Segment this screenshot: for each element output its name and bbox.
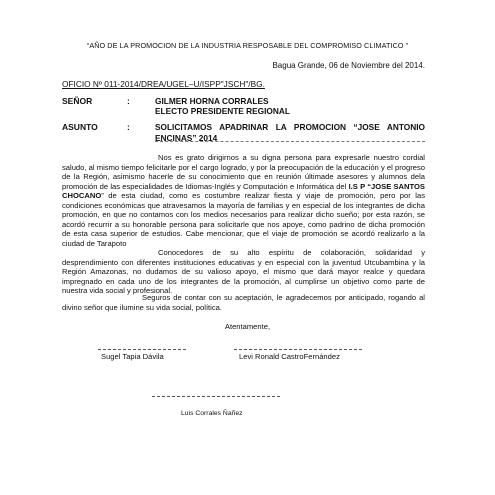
body-p1-start: Nos es grato dirigirnos a su digna persona para expresarle nuestro cordial saludo, al mismo tiempo felicitarle por el cargo logrado, y por la preocupación de la educación y el progreso de la Región, asimismo hacerle de su conocimiento que en reunión últimade asesores y alumnos dela promoción de las especialidades de Idiomas-Inglés y Computación e Informática del	[62, 153, 425, 191]
recipient-name: GILMER HORNA CORRALES	[155, 96, 269, 106]
body-paragraph-1	[62, 153, 425, 248]
body-p2-text: Conocedores de su alto espíritu de colaboración, solidaridad y desprendimiento con diferentes instituciones educativas y en especial con la juventud Utcubambina y la Región Amazonas, no dudamos de su valioso apoyo, el mismo que dará mayor realce y quedara impregnado en cada uno de los integrantes de la promoción, al cumplirse un objetivo como parte de nuestra vida social y profesional.	[62, 248, 425, 295]
subject-divider	[155, 141, 425, 142]
institute-name: I.S P “JOSE SANTOS CHOCANO	[62, 181, 425, 200]
header-motto: “AÑO DE LA PROMOCION DE LA INDUSTRIA RESPOSABLE DEL COMPROMISO CLIMATICO ”	[86, 41, 409, 50]
signature-name-3: Luis Corrales Ñañez	[181, 410, 243, 417]
asunto-text: SOLICITAMOS APADRINAR LA PROMOCION “JOSE ANTONIO ENCINAS” 2014	[155, 122, 425, 143]
signature-name-2: Levi Ronald CastroFernández	[239, 352, 340, 361]
body-paragraph-2	[62, 248, 425, 296]
signature-line-2	[234, 349, 362, 350]
asunto-colon: :	[127, 122, 130, 132]
oficio-reference: OFICIO Nº 011-2014/DREA/UGEL–U/ISPP"JSCH"/BG.	[62, 79, 265, 89]
body-p3-text: Seguros de contar con su aceptación, le agradecemos por anticipado, rogando al divino señor que ilumine su vida social, política.	[62, 293, 425, 312]
senor-label: SEÑOR	[62, 96, 93, 106]
senor-colon: :	[127, 96, 130, 106]
closing-text: Atentamente,	[224, 322, 271, 331]
signature-name-1: Sugel Tapia Dávila	[101, 352, 164, 361]
signature-line-3	[152, 396, 280, 397]
body-paragraph-3	[62, 293, 425, 312]
signature-line-1	[98, 349, 186, 350]
recipient-title: ELECTO PRESIDENTE REGIONAL	[155, 106, 290, 116]
place-date: Bagua Grande, 06 de Noviembre del 2014.	[272, 61, 425, 70]
body-p1-end: ” de esta ciudad, como es costumbre realizar fiesta y viaje de promoción, pero por las condiciones económicas que atravesamos la mayoría de familias y en especial de los integrantes de dicha promoción, en que no contamos con los medios necesarios para realizar dicho sueño; por esta razón, se acordó recurrir a su honorable persona para solicitarle que nos apoye, como padrino de dicha promoción de esta casa superior de estudios. Cabe mencionar, que el viaje de promoción se acordó realizarlo a la ciudad de Tarapoto	[62, 191, 425, 248]
asunto-label: ASUNTO	[62, 122, 98, 132]
